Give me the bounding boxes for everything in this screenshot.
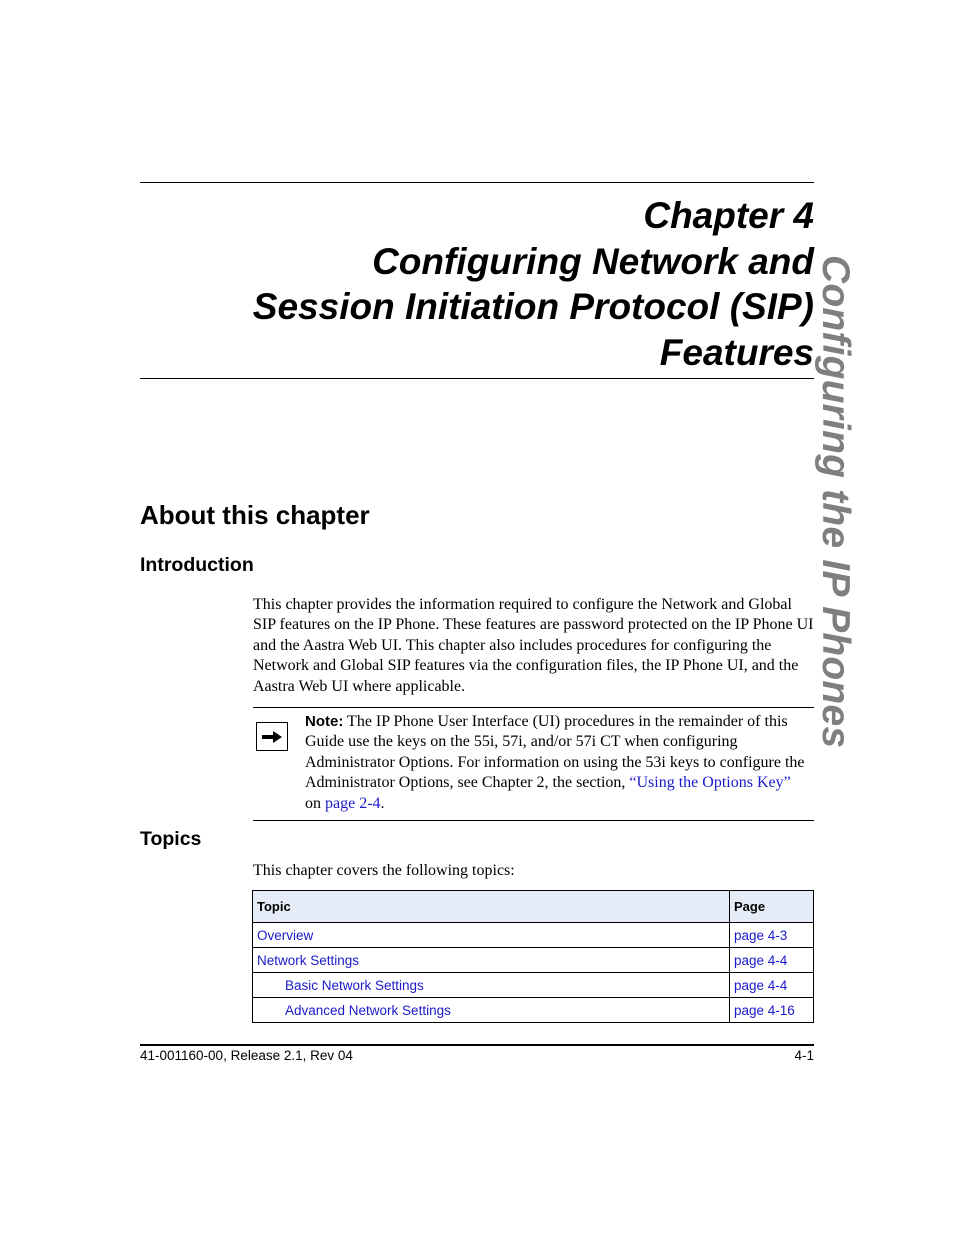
chapter-title-line-1: Configuring Network and: [372, 240, 814, 282]
note-top-rule: [253, 707, 814, 708]
introduction-heading: Introduction: [140, 554, 254, 576]
chapter-bottom-rule: [140, 378, 814, 379]
footer-page-number: 4-1: [794, 1048, 814, 1063]
topics-intro: This chapter covers the following topics:: [253, 862, 515, 879]
topic-link-overview[interactable]: Overview: [253, 923, 730, 948]
about-heading: About this chapter: [140, 500, 370, 530]
topic-link-network-settings[interactable]: Network Settings: [253, 948, 730, 973]
page-link-advanced-network-settings[interactable]: page 4-16: [730, 998, 814, 1023]
note-body: The IP Phone User Interface (UI) procedures in the remainder of this Guide use the keys on the 55i, 57i, and/or 57i CT when configuring Administrator Options. For information on using the 53i keys to configure the Administrator Options, see Chapter 2, the section,: [305, 713, 805, 792]
chapter-top-rule: [140, 182, 814, 183]
page-link-network-settings[interactable]: page 4-4: [730, 948, 814, 973]
note-text: [305, 712, 810, 814]
table-row: [253, 998, 814, 1023]
side-tab-label: Configuring the IP Phones: [814, 255, 857, 749]
table-row: [253, 973, 814, 998]
table-row: [253, 923, 814, 948]
topic-column-header: Topic: [253, 891, 730, 923]
note-end: .: [380, 794, 385, 812]
note-label: Note:: [305, 713, 344, 730]
page-link-overview[interactable]: page 4-3: [730, 923, 814, 948]
footer-document-id: 41-001160-00, Release 2.1, Rev 04: [140, 1048, 353, 1063]
table-header-row: [253, 891, 814, 923]
note-middle: on: [305, 794, 325, 812]
chapter-number: Chapter 4: [643, 195, 814, 236]
topics-heading: Topics: [140, 828, 202, 850]
page-column-header: Page: [730, 891, 814, 923]
topic-link-advanced-network-settings[interactable]: Advanced Network Settings: [253, 998, 730, 1023]
note-bottom-rule: [253, 820, 814, 821]
topic-link-basic-network-settings[interactable]: Basic Network Settings: [253, 973, 730, 998]
right-arrow-icon: [256, 722, 288, 751]
topics-table: [252, 890, 814, 1023]
table-row: [253, 948, 814, 973]
page-link-basic-network-settings[interactable]: page 4-4: [730, 973, 814, 998]
chapter-title-line-3: Features: [659, 331, 814, 373]
footer-rule: [140, 1044, 814, 1046]
chapter-heading: [140, 193, 814, 375]
introduction-paragraph: This chapter provides the information required to configure the Network and Global SIP features on the IP Phone. These features are password protected on the IP Phone UI and the Aastra Web UI. This chapter also includes procedures for configuring the Network and Global SIP features via the configuration files, the IP Phone UI, and the Aastra Web UI where applicable.: [253, 596, 814, 695]
using-options-key-link[interactable]: “Using the Options Key”: [629, 774, 791, 792]
section-side-tab: [808, 255, 862, 749]
page-2-4-link[interactable]: page 2-4: [325, 794, 381, 812]
chapter-title-line-2: Session Initiation Protocol (SIP): [252, 286, 814, 327]
